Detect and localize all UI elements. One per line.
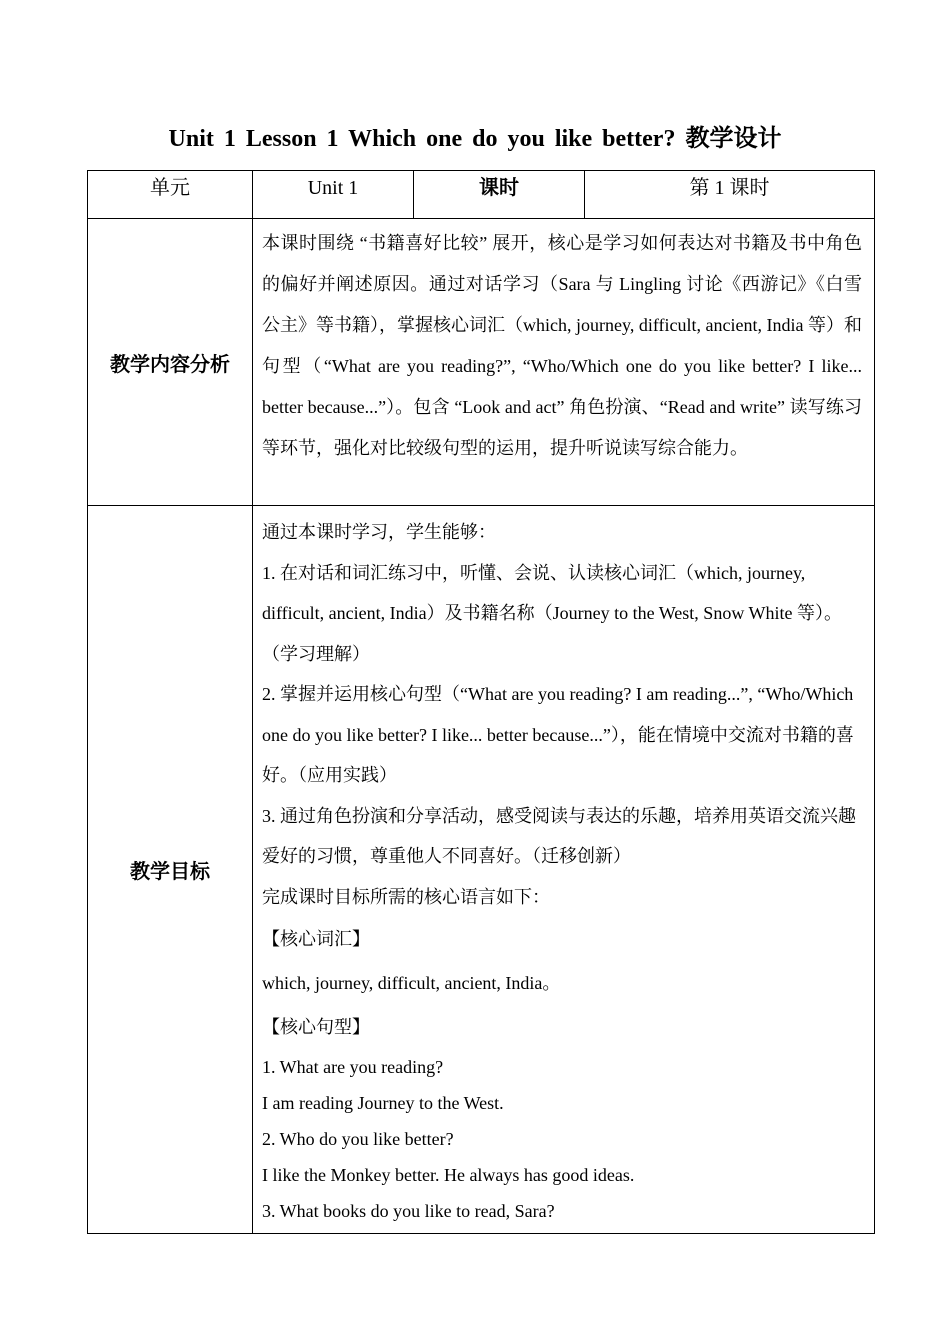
lesson-plan-table (87, 170, 875, 1234)
core-language-intro: 完成课时目标所需的核心语言如下： (262, 886, 550, 907)
sentence-line: I like the Monkey better. He always has good ideas. (262, 1165, 635, 1185)
goal-item-1: 1. 在对话和词汇练习中，听懂、会说、认读核心词汇（which, journey, difficult, ancient, India）及书籍名称（Journey to the West, Snow White 等）。（学习理解） (262, 562, 842, 664)
goals-cell (253, 506, 875, 1234)
analysis-label: 教学内容分析 (88, 219, 253, 506)
goal-item-2: 2. 掌握并运用核心句型（“What are you reading? I am reading...”, “Who/Which one do you like better? I like... better because...”），能在情境中交流对书籍的喜好。（应用实践） (262, 684, 854, 785)
unit-label: 单元 (88, 171, 253, 219)
goal-item-3: 3. 通过角色扮演和分享活动，感受阅读与表达的乐趣，培养用英语交流兴趣爱好的习惯，尊重他人不同喜好。（迁移创新） (262, 805, 856, 866)
sentence-heading: 【核心句型】 (262, 1017, 370, 1037)
vocab-list: which, journey, difficult, ancient, India。 (262, 973, 561, 993)
goals-label: 教学目标 (88, 506, 253, 1234)
goals-row (88, 506, 875, 1234)
period-value: 第 1 课时 (585, 171, 875, 219)
vocab-heading: 【核心词汇】 (262, 929, 370, 949)
goals-intro: 通过本课时学习，学生能够： (262, 522, 496, 542)
document-title: Unit 1 Lesson 1 Which one do you like better? 教学设计 (168, 126, 782, 152)
sentence-line: 1. What are you reading? (262, 1057, 444, 1077)
sentence-line: 2. Who do you like better? (262, 1129, 454, 1149)
sentence-line: I am reading Journey to the West. (262, 1093, 504, 1113)
unit-value: Unit 1 (253, 171, 414, 219)
sentence-line: 3. What books do you like to read, Sara? (262, 1201, 555, 1221)
header-row (88, 171, 875, 219)
analysis-row (88, 219, 875, 506)
analysis-text: 本课时围绕 “书籍喜好比较” 展开，核心是学习如何表达对书籍及书中角色的偏好并阐述原因。通过对话学习（Sara 与 Lingling 讨论《西游记》《白雪公主》等书籍），掌握核心词汇（which, journey, difficult, ancient, India 等）和句型（“What are you reading?”, “Who/Which one do you like better? I like... better because...”）。包含 “Look and act” 角色扮演、“Read and write” 读写练习等环节，强化对比较级句型的运用，提升听说读写综合能力。 (253, 219, 875, 506)
period-label: 课时 (414, 171, 585, 219)
